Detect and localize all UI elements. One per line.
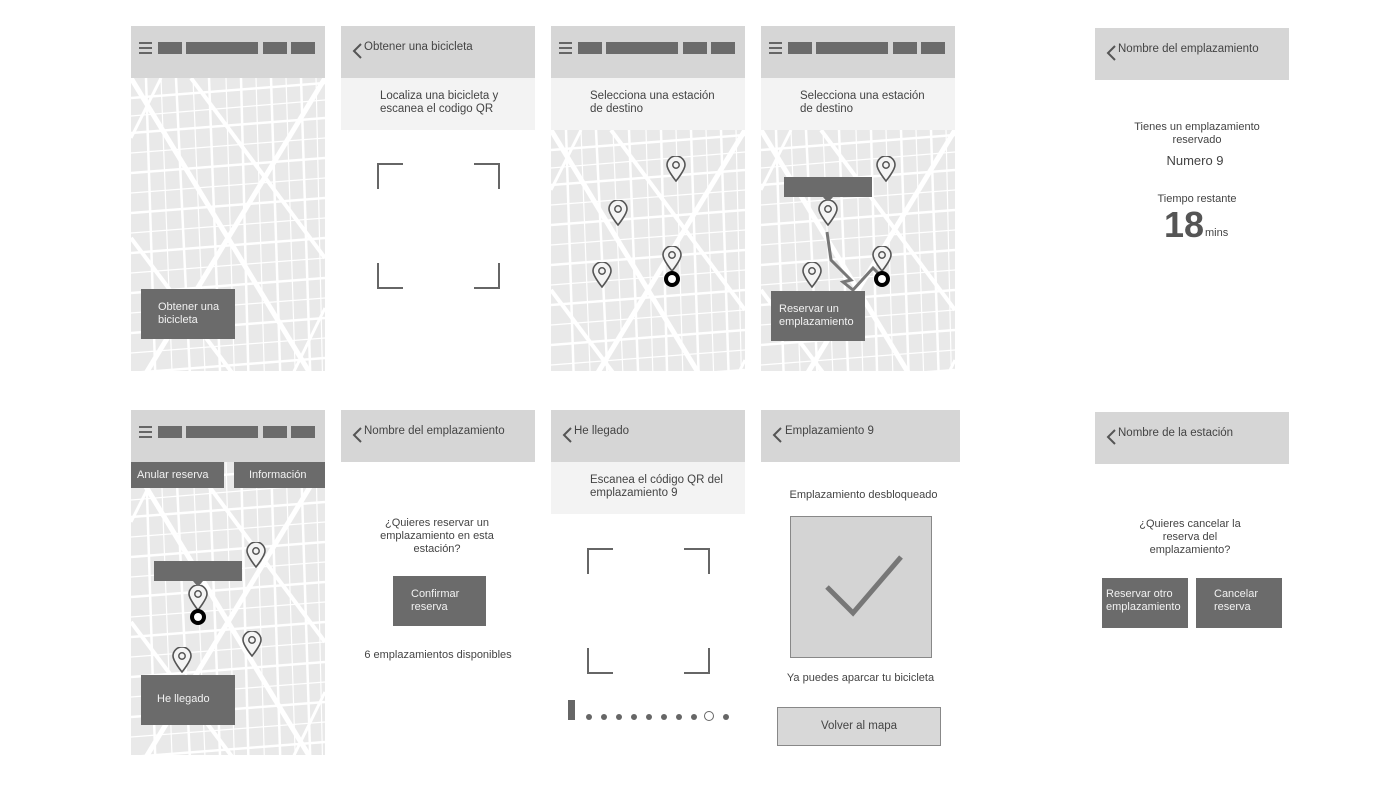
destination-ring-icon[interactable] [190,609,206,625]
time-unit: mins [1205,227,1229,239]
qr-frame-icon [474,263,500,289]
checkmark-icon [791,517,931,657]
header-placeholder-block [263,426,287,438]
instruction-text: Escanea el código QR del emplazamiento 9 [590,474,723,499]
header-placeholder-block [158,42,182,54]
arrived-button[interactable]: He llegado [141,675,235,725]
reserved-message: Tienes un emplazamiento reservado [1134,121,1260,146]
screen-navigating [131,410,325,755]
header-title: Nombre del emplazamiento [364,425,505,437]
qr-frame-icon [684,548,710,574]
page-indicator[interactable] [568,700,738,720]
qr-frame-icon [377,163,403,189]
qr-frame-icon [587,648,613,674]
app-header [1095,412,1289,464]
menu-icon[interactable] [769,42,782,54]
destination-ring-icon[interactable] [664,271,680,287]
scroll-bar[interactable] [568,700,575,720]
map-pin-icon[interactable] [608,200,628,226]
instruction-text: Selecciona una estación de destino [800,90,925,115]
header-placeholder-block [158,426,182,438]
get-bike-button[interactable]: Obtener una bicicleta [141,289,235,339]
map-pin-icon[interactable] [818,200,838,226]
unlock-status: Emplazamiento desbloqueado [789,489,938,501]
header-placeholder-block [893,42,917,54]
active-page-dot [704,711,714,721]
screen-confirm-reservation [341,410,535,755]
header-placeholder-block [606,42,678,54]
cancel-question: ¿Quieres cancelar la reserva del emplazamiento? [1139,518,1241,556]
menu-icon[interactable] [139,42,152,54]
park-message: Ya puedes aparcar tu bicicleta [786,672,935,684]
app-header [551,26,745,78]
header-placeholder-block [186,42,258,54]
map-pin-icon[interactable] [242,631,262,657]
reserve-slot-button[interactable]: Reservar un emplazamiento [771,291,865,341]
instruction-banner [341,78,535,130]
app-header [761,26,955,78]
reserve-question: ¿Quieres reservar un emplazamiento en esta estación? [380,517,494,555]
app-header [761,410,960,462]
page-dot[interactable] [616,714,622,720]
page-dot[interactable] [646,714,652,720]
page-dot[interactable] [691,714,697,720]
header-placeholder-block [263,42,287,54]
station-callout [154,561,242,581]
page-dot[interactable] [586,714,592,720]
header-title: Obtener una bicicleta [364,41,473,53]
header-placeholder-block [816,42,888,54]
map-view[interactable] [551,130,745,371]
available-slots-text: 6 emplazamientos disponibles [364,649,512,661]
qr-frame-icon [684,648,710,674]
destination-ring-icon[interactable] [874,271,890,287]
header-placeholder-block [291,426,315,438]
time-remaining-value: 18 [1164,204,1205,245]
screen-route-reserve [761,26,955,371]
page-dot[interactable] [631,714,637,720]
map-pin-icon[interactable] [666,156,686,182]
page-dot[interactable] [723,714,729,720]
confirm-reservation-button[interactable]: Confirmar reserva [393,576,486,626]
information-tab[interactable]: Información [234,462,325,488]
screen-home-map [131,26,325,371]
header-placeholder-block [921,42,945,54]
time-remaining-label: Tiempo restante [1157,193,1237,205]
header-placeholder-block [683,42,707,54]
cancel-reservation-tab[interactable]: Anular reserva [131,462,224,488]
app-header [1095,28,1289,80]
menu-icon[interactable] [559,42,572,54]
back-to-map-button[interactable]: Volver al mapa [777,707,941,746]
page-dot[interactable] [676,714,682,720]
header-title: Emplazamiento 9 [785,425,874,437]
screen-cancel-reservation [1095,412,1289,757]
header-title: Nombre del emplazamiento [1118,43,1259,55]
success-panel [790,516,932,658]
app-header [341,26,535,78]
map-pin-icon[interactable] [188,585,208,611]
header-placeholder-block [291,42,315,54]
app-header [131,410,325,462]
qr-frame-icon [377,263,403,289]
header-title: Nombre de la estación [1118,427,1234,439]
header-placeholder-block [788,42,812,54]
app-header [131,26,325,78]
cancel-reservation-button[interactable]: Cancelar reserva [1196,578,1282,628]
header-placeholder-block [578,42,602,54]
header-placeholder-block [186,426,258,438]
page-dot[interactable] [661,714,667,720]
map-pin-icon[interactable] [246,542,266,568]
instruction-banner [551,462,745,514]
map-pin-icon[interactable] [172,647,192,673]
map-pin-icon[interactable] [876,156,896,182]
reserve-another-button[interactable]: Reservar otro emplazamiento [1102,578,1188,628]
app-header [551,410,745,462]
qr-frame-icon [474,163,500,189]
menu-icon[interactable] [139,426,152,438]
header-title: He llegado [574,425,629,437]
screen-select-destination [551,26,745,371]
map-pin-icon[interactable] [802,262,822,288]
map-pin-icon[interactable] [662,246,682,272]
app-header [341,410,535,462]
slot-number: Numero 9 [1166,153,1224,168]
instruction-banner [551,78,745,130]
screen-scan-bike [341,26,535,371]
station-callout [784,177,872,197]
header-placeholder-block [711,42,735,54]
qr-frame-icon [587,548,613,574]
screen-reservation-status [1095,28,1289,373]
instruction-text: Localiza una bicicleta y escanea el codigo QR [380,90,499,115]
map-pin-icon[interactable] [872,246,892,272]
screen-slot-unlocked [761,410,960,755]
map-pin-icon[interactable] [592,262,612,288]
instruction-text: Selecciona una estación de destino [590,90,715,115]
instruction-banner [761,78,955,130]
screen-scan-slot [551,410,745,740]
page-dot[interactable] [601,714,607,720]
